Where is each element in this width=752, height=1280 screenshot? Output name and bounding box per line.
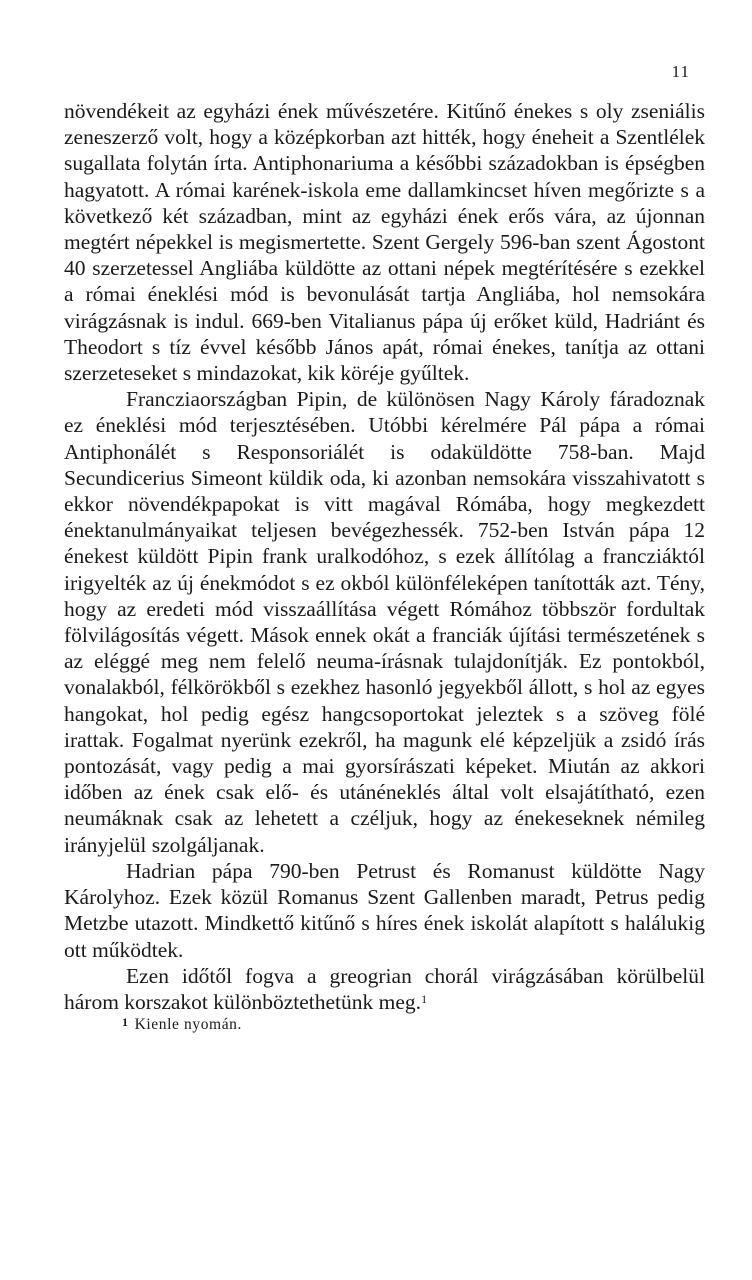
footnote: [122, 1015, 242, 1034]
paragraph-2: Francziaországban Pipin, de különösen Nagy Károly fáradoznak ez éneklési mód terjesztésében. Utóbbi kérelmére Pál pápa a római Antiphonálét s Responsoriálét is odaküldötte 758-ban. Majd Secundicerius Simeont küldik oda, ki azonban nemsokára visszahivatott s ekkor növendékpapokat is vitt magával Rómába, hogy megkezdett énektanulmányaikat teljesen bevégezhessék. 752-ben István pápa 12 énekest küldött Pipin frank uralkodóhoz, s ezek állítólag a francziáktól irigyelték az új énekmódot s ez okból különféleképen tanították azt. Tény, hogy az eredeti mód visszaállítása végett Rómához többször fordultak fölvilágosítás végett. Mások ennek okát a franciák újítási természetének s az eléggé meg nem felelő neuma-írásnak tulajdonítják. Ez pontokból, vonalakból, félkörökből s ezekhez hasonló jegyekből állott, s hol az egyes hangokat, hol pedig egész hangcsoportokat jeleztek s a szöveg fölé irattak. Fogalmat nyerünk ezekről, ha magunk elé képzeljük a zsidó írás pontozását, vagy pedig a mai gyorsírászati képeket. Miután az akkori időben az ének csak elő- és utánéneklés által volt elsajátítható, ezen neumáknak csak az lehetett a czéljuk, hogy az énekeseknek némileg irányjelül szolgáljanak.: [64, 387, 705, 857]
page-number: 11: [671, 62, 690, 81]
paragraph-4: [64, 963, 705, 1015]
footnote-reference: 1: [421, 991, 428, 1006]
paragraph-1: növendékeit az egyházi ének művészetére. Kitűnő énekes s oly zseniális zeneszerző volt, hogy a középkorban azt hitték, hogy éneheit a Szentlélek sugallata folytán írta. Antiphonariuma a későbbi századokban is épségben hagyatott. A római karének-iskola eme dallamkincset híven megőrizte s a következő két században, mint az egyházi ének erős vára, az újonnan megtért népekkel is megismertette. Szent Gergely 596-ban szent Ágostont 40 szerzetessel Angliába küldötte az ottani népek megtérítésére s ezekkel a római éneklési mód is bevonulását tartja Angliába, hol nemsokára virágzásnak is indul. 669-ben Vitalianus pápa új erőket küld, Hadriánt és Theodort s tíz évvel később János apát, római énekes, tanítja az ottani szerzeteseket s mindazokat, kik köréje gyűltek.: [64, 99, 705, 386]
footnote-text: Kienle nyomán.: [134, 1016, 243, 1033]
body-text: [64, 98, 705, 1015]
footnote-marker: 1: [122, 1015, 129, 1029]
paragraph-3: Hadrian pápa 790-ben Petrust és Romanust küldötte Nagy Károlyhoz. Ezek közül Romanus Szent Gallenben maradt, Petrus pedig Metzbe utazott. Mindkettő kitűnő s híres ének iskolát alapított s halálukig ott működtek.: [64, 858, 705, 962]
paragraph-4-text: Ezen időtől fogva a greogrian chorál virágzásában körülbelül három korszakot különböztethetünk meg.: [64, 963, 705, 1014]
